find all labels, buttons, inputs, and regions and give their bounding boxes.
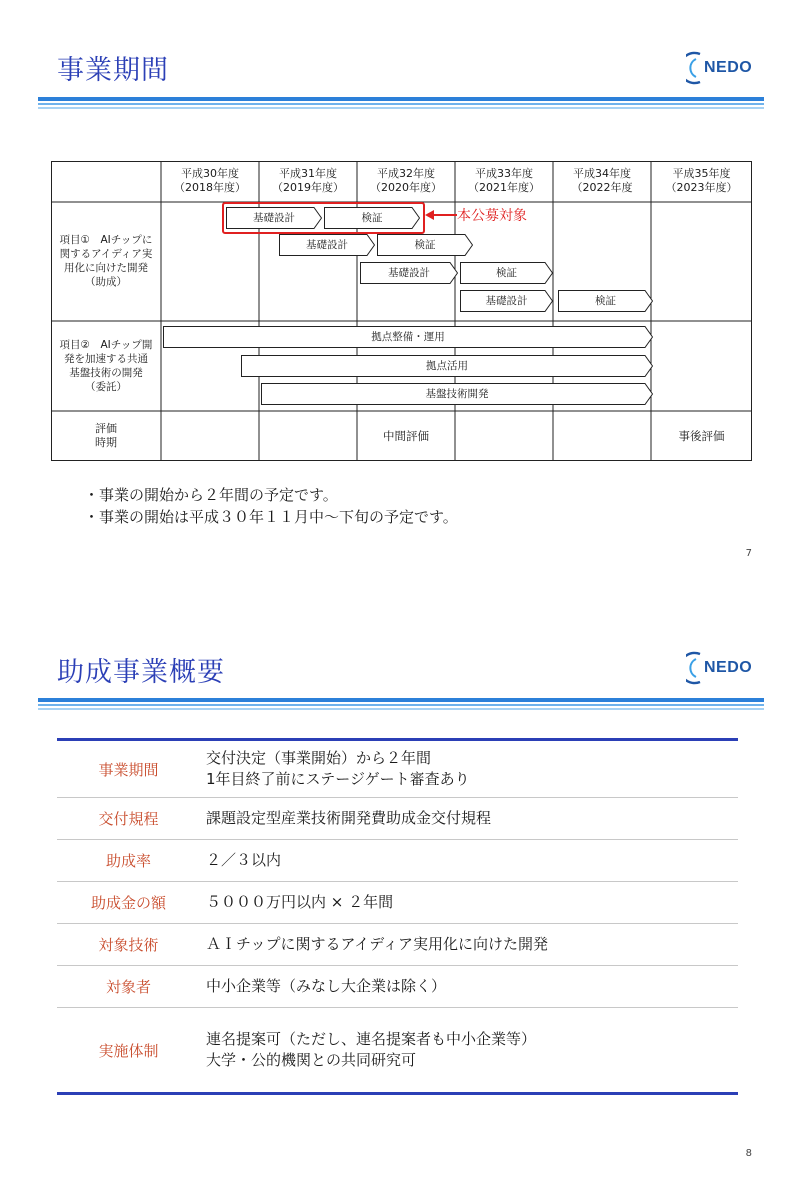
bar-kensho-2019: 検証: [324, 207, 420, 229]
bar-kyoten-katsuyo: 拠点活用: [241, 355, 653, 377]
row-value: ５０００万円以内 × ２年間: [206, 893, 394, 911]
nedo-logo: [686, 650, 752, 686]
bar-kiban: 基盤技術開発: [261, 383, 653, 405]
year-header-2023: 平成35年度 （2023年度）: [665, 167, 738, 194]
row-value: 課題設定型産業技術開発費助成金交付規程: [206, 809, 492, 827]
row-value: ２／３以内: [206, 851, 282, 869]
year-header-2021: 平成33年度 （2021年度）: [468, 167, 540, 194]
bar-kiso-2019: 基礎設計: [279, 234, 375, 256]
nedo-logo: [686, 50, 752, 86]
table-row: [57, 882, 738, 924]
row-value: 交付決定（事業開始）から２年間 1年目終了前にステージゲート審査あり: [206, 749, 470, 788]
table-row: [57, 840, 738, 882]
row-label: 対象技術: [98, 936, 159, 954]
row-value: ＡＩチップに関するアイディア実用化に向けた開発: [206, 935, 549, 953]
row-label: 事業期間: [98, 760, 159, 779]
bar-kensho-2021: 検証: [460, 262, 553, 284]
bar-kyoten-seibi: 拠点整備・運用: [163, 326, 653, 348]
mid-evaluation: 中間評価: [383, 429, 429, 443]
year-header-2019: 平成31年度 （2019年度）: [272, 167, 344, 194]
table-row: [57, 1008, 738, 1092]
row-label: 助成金の額: [90, 894, 166, 912]
page-number: 7: [745, 548, 752, 559]
post-evaluation: 事後評価: [678, 429, 725, 443]
bar-kiso-2020: 基礎設計: [360, 262, 458, 284]
summary-table: [57, 738, 738, 1095]
logo-text: NEDO: [704, 59, 753, 76]
row-label-evaluation: 評価 時期: [95, 422, 117, 449]
row-value: 中小企業等（みなし大企業は除く）: [206, 977, 447, 995]
page-title: 事業期間: [57, 55, 169, 86]
title-rule: [38, 698, 764, 710]
title-rule: [38, 97, 764, 109]
table-row: [57, 966, 738, 1008]
highlight-label: 本公募対象: [457, 208, 527, 224]
row-label: 対象者: [105, 978, 151, 996]
bar-kensho-2022: 検証: [558, 290, 653, 312]
bar-kiso-2021: 基礎設計: [460, 290, 553, 312]
row-label: 助成率: [105, 852, 151, 870]
note-line: ・事業の開始から２年間の予定です。: [84, 486, 338, 504]
bar-kensho-2020: 検証: [377, 234, 473, 256]
page-number: 8: [745, 1148, 752, 1159]
page-title: 助成事業概要: [57, 657, 225, 688]
row-label: 実施体制: [98, 1041, 159, 1060]
row-label-item1: 項目① AIチップに 関するアイディア実 用化に向けた開発 （助成）: [59, 234, 153, 288]
row-label-item2: 項目② AIチップ開 発を加速する共通 基盤技術の開発 （委託）: [59, 339, 153, 393]
note-line: ・事業の開始は平成３０年１１月中～下旬の予定です。: [84, 508, 458, 526]
table-row: [57, 741, 738, 798]
slide-grant-overview: [0, 600, 800, 1200]
row-value: 連名提案可（ただし、連名提案者も中小企業等） 大学・公的機関との共同研究可: [206, 1030, 537, 1069]
year-header-2022: 平成34年度 （2022年度: [571, 167, 633, 194]
table-row: [57, 798, 738, 840]
logo-text: NEDO: [704, 659, 753, 676]
year-header-2018: 平成30年度 （2018年度）: [174, 167, 246, 194]
notes: [84, 484, 458, 528]
row-label: 交付規程: [98, 810, 159, 828]
table-row: [57, 924, 738, 966]
year-header-2020: 平成32年度 （2020年度）: [370, 167, 442, 194]
bar-kiso-2018: 基礎設計: [226, 207, 322, 229]
schedule-table: [51, 161, 752, 461]
